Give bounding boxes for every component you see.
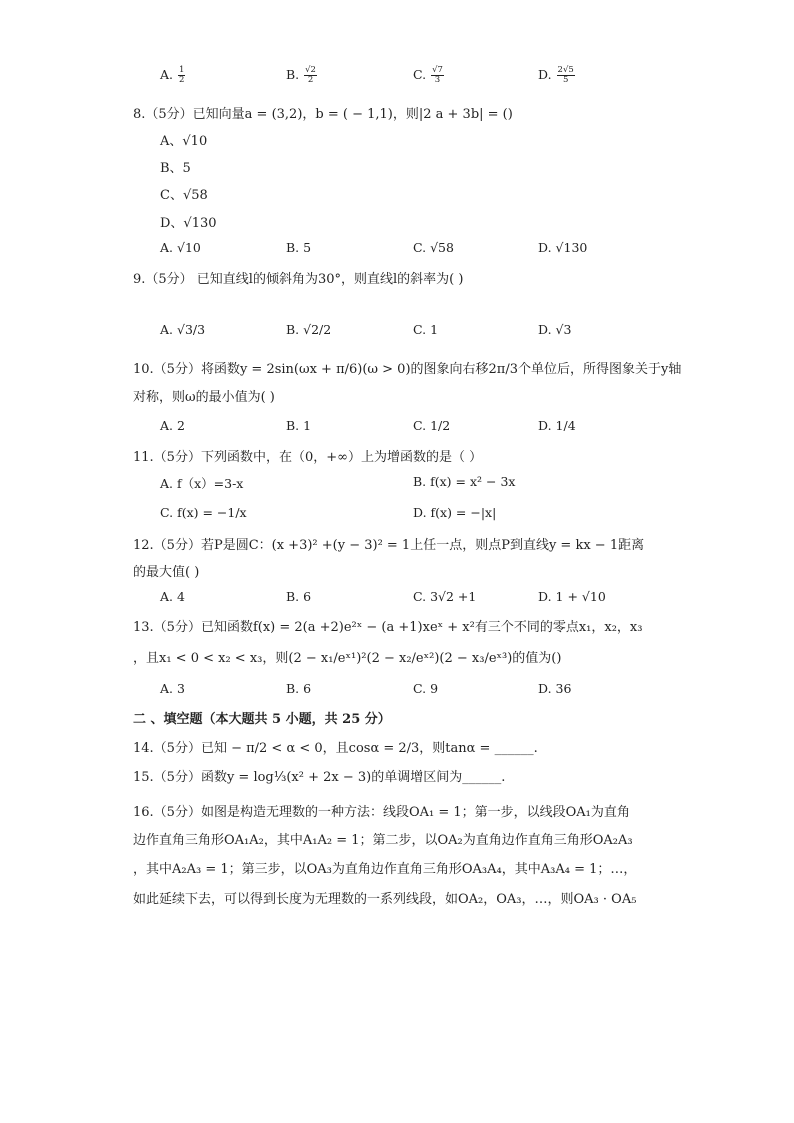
q10-option-c: C. 1/2 xyxy=(413,418,451,433)
q9-option-d: D. √3 xyxy=(538,322,572,337)
q10-option-a: A. 2 xyxy=(160,418,185,433)
q8-list-b: B、5 xyxy=(160,161,191,176)
q15-stem: 15.（5分）函数y = log⅓(x² + 2x − 3)的单调增区间为______. xyxy=(133,770,506,785)
q12-option-b: B. 6 xyxy=(286,589,312,604)
q9-option-c: C. 1 xyxy=(413,322,439,337)
q16-line1: 16.（5分）如图是构造无理数的一种方法：线段OA₁ = 1；第一步，以线段OA₁为直角 xyxy=(133,805,630,820)
q13-stem-line1: 13.（5分）已知函数f(x) = 2(a +2)e²ˣ − (a +1)xeˣ + x²有三个不同的零点x₁，x₂，x₃ xyxy=(133,620,643,635)
q13-option-d: D. 36 xyxy=(538,681,572,696)
q8-list-c: C、√58 xyxy=(160,188,208,203)
q8-option-b: B. 5 xyxy=(286,240,312,255)
q8-list-a: A、√10 xyxy=(160,134,208,149)
q12-option-a: A. 4 xyxy=(160,589,185,604)
q14-stem: 14.（5分）已知 − π/2 < α < 0，且cosα = 2/3，则tanα = ______. xyxy=(133,741,538,756)
q8-option-d: D. √130 xyxy=(538,240,588,255)
q12-stem-line2: 的最大值( ) xyxy=(133,565,200,580)
q8-stem: 8.（5分）已知向量a = (3,2)，b = ( − 1,1)，则|2 a + 3b| = () xyxy=(133,107,513,122)
q8-list-d: D、√130 xyxy=(160,216,217,231)
section-2-heading: 二 、填空题（本大题共 5 小题，共 25 分） xyxy=(133,712,391,727)
q12-stem-line1: 12.（5分）若P是圆C：(x +3)² +(y − 3)² = 1上任一点，则点P到直线y = kx − 1距离 xyxy=(133,538,645,553)
q13-option-c: C. 9 xyxy=(413,681,439,696)
q13-option-b: B. 6 xyxy=(286,681,312,696)
q11-option-d: D. f(x) = −|x| xyxy=(413,505,497,520)
q10-option-b: B. 1 xyxy=(286,418,312,433)
q9-option-b: B. √2/2 xyxy=(286,322,332,337)
q11-option-c: C. f(x) = −1/x xyxy=(160,505,247,520)
q7-option-d: D. $\frac{2√5}{5}$ xyxy=(538,65,574,85)
q8-option-c: C. √58 xyxy=(413,240,454,255)
q10-stem-line2: 对称，则ω的最小值为( ) xyxy=(133,390,275,405)
q8-option-a: A. √10 xyxy=(160,240,201,255)
q7-option-b: B. $\frac{√2}{2}$ xyxy=(286,65,316,85)
q11-option-b: B. f(x) = x² − 3x xyxy=(413,474,516,489)
q11-option-a: A. f（x）=3-x xyxy=(160,476,244,491)
q9-stem: 9.（5分） 已知直线l的倾斜角为30°，则直线l的斜率为( ) xyxy=(133,272,464,287)
q7-option-a: A. $\frac{1}{2}$ xyxy=(160,65,185,85)
q13-option-a: A. 3 xyxy=(160,681,185,696)
q9-option-a: A. √3/3 xyxy=(160,322,206,337)
q16-line4: 如此延续下去，可以得到长度为无理数的一系列线段，如OA₂，OA₃，…，则OA₃ · OA₅ xyxy=(133,892,637,907)
q11-stem: 11.（5分）下列函数中，在（0，+∞）上为增函数的是（ ） xyxy=(133,450,483,465)
q13-stem-line2: ，且x₁ < 0 < x₂ < x₃，则(2 − x₁/eˣ¹)²(2 − x₂/eˣ²)(2 − x₃/eˣ³)的值为() xyxy=(133,651,562,666)
q12-option-d: D. 1 + √10 xyxy=(538,589,606,604)
q10-option-d: D. 1/4 xyxy=(538,418,576,433)
q16-line3: ，其中A₂A₃ = 1；第三步，以OA₃为直角边作直角三角形OA₃A₄，其中A₃A₄ = 1；…， xyxy=(133,862,637,877)
q7-option-c: C. $\frac{√7}{3}$ xyxy=(413,65,443,85)
q10-stem-line1: 10.（5分）将函数y = 2sin(ωx + π/6)(ω > 0)的图象向右移2π/3个单位后，所得图象关于y轴 xyxy=(133,362,682,377)
q12-option-c: C. 3√2 +1 xyxy=(413,589,477,604)
q16-line2: 边作直角三角形OA₁A₂，其中A₁A₂ = 1；第二步，以OA₂为直角边作直角三角形OA₂A₃ xyxy=(133,833,633,848)
